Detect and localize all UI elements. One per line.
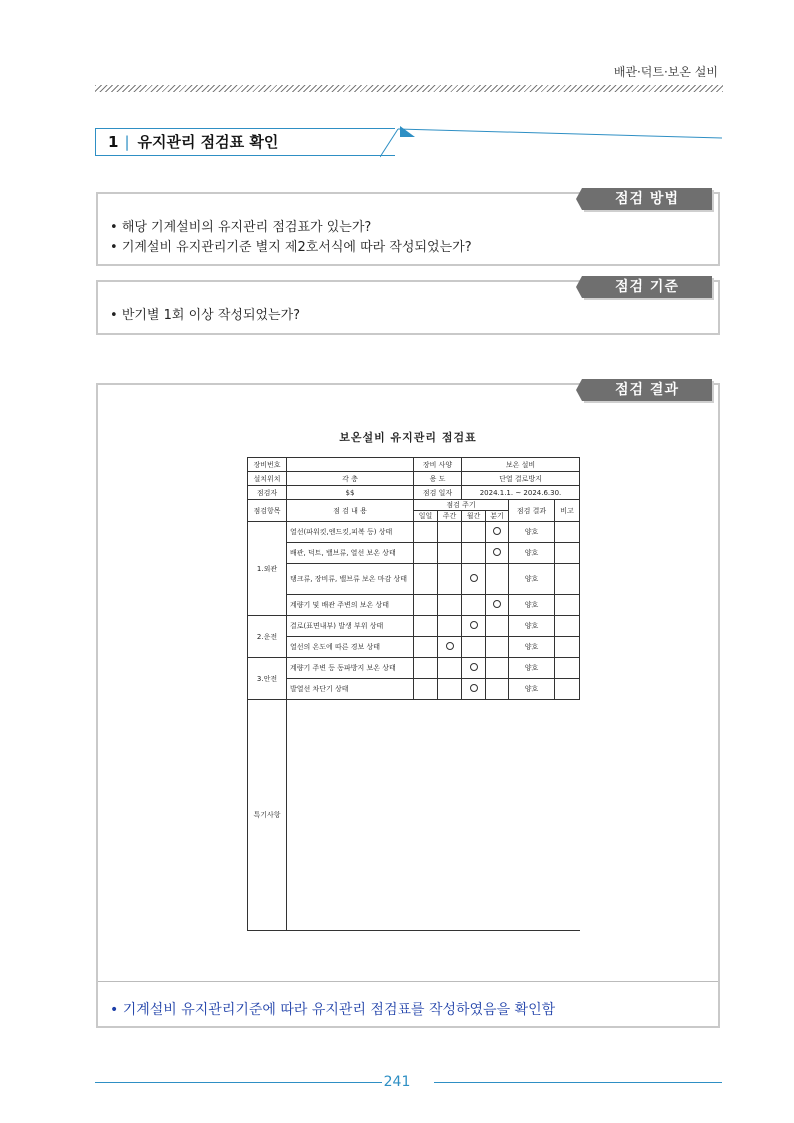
cycle-mark-icon: [470, 663, 478, 671]
col-quarterly: 분기: [486, 511, 509, 522]
col-content: 점 검 내 용: [287, 500, 414, 522]
cycle-weekly-cell: [438, 543, 462, 564]
cycle-quarterly-cell: [486, 522, 509, 543]
spec-value: 보온 설비: [462, 458, 580, 472]
form-info-row: [248, 458, 580, 472]
method-bullets: [110, 218, 472, 258]
content-cell: 발열선 차단기 상태: [287, 679, 414, 700]
date-label: 점검 일자: [414, 486, 462, 500]
cycle-mark-icon: [493, 548, 501, 556]
cycle-weekly-cell: [438, 522, 462, 543]
cycle-quarterly-cell: [486, 564, 509, 595]
cycle-daily-cell: [414, 616, 438, 637]
content-cell: 열선(파워킷,엔드킷,피복 등) 상태: [287, 522, 414, 543]
method-item: • 해당 기계설비의 유지관리 점검표가 있는가?: [110, 218, 472, 238]
location-label: 설치위치: [248, 472, 287, 486]
cycle-mark-icon: [470, 684, 478, 692]
cycle-mark-icon: [493, 600, 501, 608]
content-cell: 탱크류, 장비류, 밸브류 보온 마감 상태: [287, 564, 414, 595]
date-value: 2024.1.1. ~ 2024.6.30.: [462, 486, 580, 500]
cycle-weekly-cell: [438, 595, 462, 616]
result-cell: 양호: [509, 595, 555, 616]
method-item: • 기계설비 유지관리기준 별지 제2호서식에 따라 작성되었는가?: [110, 238, 472, 258]
cycle-daily-cell: [414, 658, 438, 679]
note-cell: [555, 616, 580, 637]
section-number: 1: [108, 133, 119, 151]
form-info-row: [248, 486, 580, 500]
col-weekly: 주간: [438, 511, 462, 522]
table-row: [248, 658, 580, 679]
spec-label: 장비 사양: [414, 458, 462, 472]
table-row: [248, 595, 580, 616]
cycle-quarterly-cell: [486, 658, 509, 679]
inspector-value: $$: [287, 486, 414, 500]
cycle-monthly-cell: [462, 637, 486, 658]
cycle-daily-cell: [414, 637, 438, 658]
table-row: [248, 679, 580, 700]
section-heading-decoration: [380, 126, 725, 158]
cycle-weekly-cell: [438, 564, 462, 595]
remarks-area: [287, 700, 580, 931]
cycle-quarterly-cell: [486, 616, 509, 637]
result-cell: 양호: [509, 658, 555, 679]
equip-no-label: 장비번호: [248, 458, 287, 472]
location-value: 각 층: [287, 472, 414, 486]
conclusion-divider: [98, 981, 718, 982]
cycle-mark-icon: [470, 621, 478, 629]
standard-bullets: [110, 306, 300, 326]
usage-value: 단열 결로방지: [462, 472, 580, 486]
note-cell: [555, 564, 580, 595]
table-row: [248, 637, 580, 658]
equip-no-value: [287, 458, 414, 472]
cycle-monthly-cell: [462, 543, 486, 564]
standard-panel: [96, 280, 720, 335]
method-panel: [96, 192, 720, 266]
col-note: 비고: [555, 500, 580, 522]
cycle-monthly-cell: [462, 616, 486, 637]
form-info-row: [248, 472, 580, 486]
category-cell: 3.안전: [248, 658, 287, 700]
result-cell: 양호: [509, 679, 555, 700]
inspector-label: 점검자: [248, 486, 287, 500]
category-cell: 1.외관: [248, 522, 287, 616]
table-row: [248, 616, 580, 637]
cycle-quarterly-cell: [486, 543, 509, 564]
page-number: 241: [383, 1074, 411, 1090]
cycle-weekly-cell: [438, 637, 462, 658]
cycle-mark-icon: [446, 642, 454, 650]
cycle-mark-icon: [493, 527, 501, 535]
cycle-weekly-cell: [438, 616, 462, 637]
col-category: 점검항목: [248, 500, 287, 522]
note-cell: [555, 522, 580, 543]
inspection-form-table: [247, 457, 580, 931]
table-row: [248, 564, 580, 595]
section-bar: |: [124, 133, 130, 151]
cycle-mark-icon: [470, 574, 478, 582]
result-cell: 양호: [509, 522, 555, 543]
col-daily: 일일: [414, 511, 438, 522]
col-result: 점검 결과: [509, 500, 555, 522]
result-cell: 양호: [509, 543, 555, 564]
cycle-monthly-cell: [462, 564, 486, 595]
cycle-monthly-cell: [462, 658, 486, 679]
cycle-weekly-cell: [438, 679, 462, 700]
running-header: 배관·덕트·보온 설비: [613, 65, 718, 79]
standard-tag: 점검 기준: [582, 276, 712, 298]
cycle-weekly-cell: [438, 658, 462, 679]
standard-item: • 반기별 1회 이상 작성되었는가?: [110, 306, 300, 326]
conclusion-text: • 기계설비 유지관리기준에 따라 유지관리 점검표를 작성하였음을 확인함: [110, 1002, 556, 1018]
note-cell: [555, 679, 580, 700]
col-cycle: 점검 주기: [414, 500, 509, 511]
note-cell: [555, 595, 580, 616]
content-cell: 열선의 온도에 따른 경보 상태: [287, 637, 414, 658]
content-cell: 결로(표면내부) 발생 부위 상태: [287, 616, 414, 637]
note-cell: [555, 637, 580, 658]
cycle-monthly-cell: [462, 679, 486, 700]
header-hatch-divider: [95, 85, 723, 92]
form-column-header: [248, 500, 580, 511]
cycle-quarterly-cell: [486, 679, 509, 700]
cycle-daily-cell: [414, 564, 438, 595]
col-monthly: 월간: [462, 511, 486, 522]
result-panel: [96, 383, 720, 1028]
cycle-quarterly-cell: [486, 637, 509, 658]
cycle-daily-cell: [414, 522, 438, 543]
content-cell: 계량기 및 배관 주변의 보온 상태: [287, 595, 414, 616]
cycle-daily-cell: [414, 595, 438, 616]
remarks-row: [248, 700, 580, 931]
category-cell: 2.운전: [248, 616, 287, 658]
cycle-daily-cell: [414, 679, 438, 700]
cycle-daily-cell: [414, 543, 438, 564]
section-heading: [95, 128, 395, 156]
form-title: 보온설비 유지관리 점검표: [339, 431, 477, 444]
remarks-label: 특기사항: [248, 700, 287, 931]
result-cell: 양호: [509, 564, 555, 595]
note-cell: [555, 543, 580, 564]
section-title: 유지관리 점검표 확인: [137, 133, 279, 151]
table-row: [248, 543, 580, 564]
content-cell: 배관, 덕트, 밸브류, 열선 보온 상태: [287, 543, 414, 564]
result-cell: 양호: [509, 637, 555, 658]
cycle-monthly-cell: [462, 595, 486, 616]
method-tag: 점검 방법: [582, 188, 712, 210]
cycle-monthly-cell: [462, 522, 486, 543]
note-cell: [555, 658, 580, 679]
cycle-quarterly-cell: [486, 595, 509, 616]
table-row: [248, 522, 580, 543]
content-cell: 계량기 주변 등 동파방지 보온 상태: [287, 658, 414, 679]
result-tag: 점검 결과: [582, 379, 712, 401]
usage-label: 용 도: [414, 472, 462, 486]
result-cell: 양호: [509, 616, 555, 637]
